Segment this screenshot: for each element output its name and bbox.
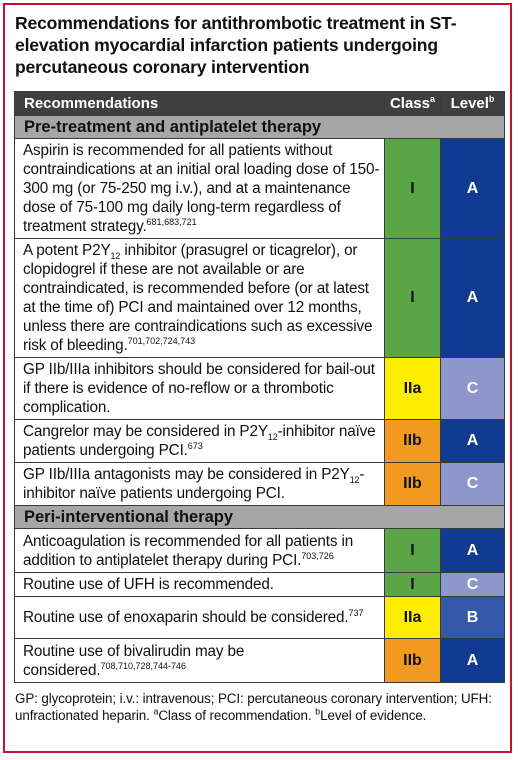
level-badge: C: [441, 573, 505, 597]
text-part: Anticoagulation is recommended for all patients in addition to antiplatelet therapy during PCI.: [23, 532, 354, 569]
reference-superscript: 703,726: [301, 550, 334, 561]
level-badge: A: [441, 420, 505, 463]
footnote: GP: glycoprotein; i.v.: intravenous; PCI: percutaneous coronary intervention; UFH: unfractionated heparin. $^a$Class of recommendation. $^b$Level of evidence.: [15, 691, 492, 723]
text-part: -inhibitor naïve patients undergoing PCI.: [23, 423, 376, 459]
recommendation-row: [15, 529, 505, 573]
class-badge: IIb: [385, 639, 441, 683]
recommendation-text: [15, 358, 385, 420]
recommendation-text: [15, 463, 385, 506]
text-part: Cangrelor may be considered in P2Y: [23, 423, 268, 440]
text-part: GP IIb/IIIa inhibitors should be considered for bail-out if there is evidence of no-reflow or a thrombotic complication.: [23, 361, 375, 416]
text-part: -inhibitor naïve patients undergoing PCI.: [23, 466, 365, 502]
level-badge: A: [441, 639, 505, 683]
recommendation-text: [15, 239, 385, 358]
text-part: A potent P2Y: [23, 242, 111, 259]
text-part: Aspirin is recommended for all patients without contraindications at an initial oral loading dose of 150-300 mg (or 75-250 mg i.v.), and at a maintenance dose of 75-100 mg daily long-term regardless of treatment strategy.: [23, 142, 380, 235]
recommendation-row: [15, 573, 505, 597]
reference-superscript: 708,710,728,744-746: [100, 660, 187, 671]
recommendation-text: [15, 529, 385, 573]
subscript: 12: [110, 251, 121, 262]
level-badge: A: [441, 139, 505, 239]
header-row: [15, 92, 505, 116]
text-part: Routine use of enoxaparin should be considered.: [23, 609, 349, 626]
header-class: Class$^a$: [385, 92, 441, 116]
recommendation-row: [15, 420, 505, 463]
recommendation-row: [15, 358, 505, 420]
class-badge: IIa: [385, 358, 441, 420]
recommendation-row: [15, 239, 505, 358]
recommendation-text: [15, 573, 385, 597]
recommendation-text: [15, 597, 385, 639]
text-part: Routine use of bivalirudin may be considered.: [23, 642, 245, 679]
text-part: GP IIb/IIIa antagonists may be considered in P2Y: [23, 466, 350, 483]
table-body: [15, 116, 505, 683]
section-row: [15, 116, 505, 139]
reference-superscript: 737: [348, 607, 364, 618]
text-part: inhibitor (prasugrel or ticagrelor), or clopidogrel if these are not available or are contraindicated, is recommended before (or at latest at the time of) PCI and maintained over 12 months, unless there are contraindications such as excessive risk of bleeding.: [23, 242, 373, 354]
section-title: Peri-interventional therapy: [15, 506, 505, 529]
text-part: Routine use of UFH is recommended.: [23, 576, 274, 593]
reference-superscript: 681,683,721: [146, 216, 197, 227]
table-title: Recommendations for antithrombotic treatment in ST-elevation myocardial infarction patients undergoing percutaneous coronary intervention: [15, 13, 457, 77]
header-level: Level$^b$: [441, 92, 505, 116]
class-badge: IIb: [385, 463, 441, 506]
level-badge: A: [441, 529, 505, 573]
level-badge: B: [441, 597, 505, 639]
header-recommendations: Recommendations: [15, 92, 385, 116]
class-badge: I: [385, 529, 441, 573]
recommendations-table: [14, 91, 505, 683]
reference-superscript: 673: [187, 440, 203, 451]
recommendation-row: [15, 597, 505, 639]
section-title: Pre-treatment and antiplatelet therapy: [15, 116, 505, 139]
recommendation-row: [15, 463, 505, 506]
reference-superscript: 701,702,724,743: [127, 335, 196, 346]
subscript: 12: [349, 475, 360, 486]
class-badge: I: [385, 573, 441, 597]
recommendation-text: [15, 639, 385, 683]
section-row: [15, 506, 505, 529]
level-badge: C: [441, 358, 505, 420]
class-badge: IIa: [385, 597, 441, 639]
class-badge: I: [385, 239, 441, 358]
class-badge: IIb: [385, 420, 441, 463]
recommendation-text: [15, 420, 385, 463]
subscript: 12: [267, 432, 278, 443]
level-badge: A: [441, 239, 505, 358]
level-badge: C: [441, 463, 505, 506]
recommendation-row: [15, 139, 505, 239]
recommendation-text: [15, 139, 385, 239]
class-badge: I: [385, 139, 441, 239]
recommendation-row: [15, 639, 505, 683]
